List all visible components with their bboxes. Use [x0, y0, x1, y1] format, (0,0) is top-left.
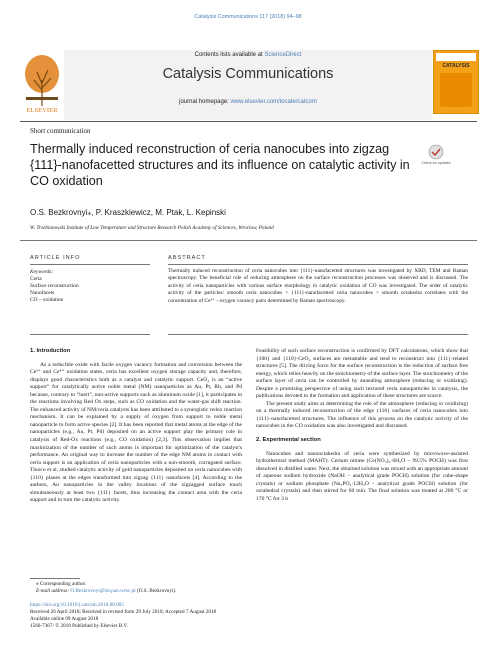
journal-homepage-line: [64, 99, 432, 105]
footnote-rule: [30, 578, 80, 579]
contents-line: [64, 52, 432, 58]
elsevier-tree-logo: [20, 50, 64, 120]
paper-title: Thermally induced reconstruction of ceria nanocubes into zigzag {111}-nanofacetted structures and its influence on catalytic activity in CO oxidation: [30, 142, 410, 188]
abstract-heading: ABSTRACT: [168, 255, 206, 261]
email-line: [36, 588, 176, 595]
journal-header-background: [64, 50, 432, 120]
author-affiliation: W. Trzebiatowski Institute of Low Temperature and Structure Research Polish Academy of Sciences, Wroclaw, Poland: [30, 225, 274, 231]
info-heading-rule: [30, 264, 150, 265]
keywords-block: [30, 269, 150, 304]
abstract-bottom-rule: [168, 334, 468, 335]
publisher-name: ELSEVIER: [26, 107, 58, 114]
available-online: Available online 09 August 2018: [30, 616, 99, 622]
abstract-heading-rule: [168, 264, 468, 265]
email-suffix: (O.S. Bezkrovnyi).: [136, 588, 177, 594]
issn-copyright: 1566-7367/ © 2018 Published by Elsevier B.V.: [30, 623, 128, 629]
cover-top-band: [436, 53, 476, 61]
email-label: E-mail address:: [36, 588, 70, 594]
received-dates: Received 26 April 2018; Received in revised form 29 July 2018; Accepted 7 August 2018: [30, 609, 217, 615]
article-category: Short communication: [30, 127, 91, 135]
author-email-link[interactable]: O.Bezkrovnyi@int.pan.wroc.pl: [70, 588, 136, 594]
corresponding-author-note: ⁎ Corresponding author.: [36, 581, 87, 587]
cover-image: [440, 73, 472, 107]
keywords-label: Keywords:: [30, 269, 54, 275]
journal-homepage-link[interactable]: www.elsevier.com/locate/catcom: [230, 99, 317, 105]
keyword-item: CO – oxidation: [30, 297, 64, 303]
experimental-heading: 2. Experimental section: [256, 437, 321, 444]
article-info-heading: ARTICLE INFO: [30, 255, 81, 261]
experimental-paragraph: Nanocubes and nanooctahedra of ceria were synthesized by microwave-assisted hydrothermal method (MAHT). Cerium nitrate (Ce(NO₃)₃·6H₂O – 99.5% POCH) was first dissolved in distilled water. Next, the obtained solution was mixed with an appropriate amount of aqueous sodium hydroxide (NaOH – analytical grade POCH) solution (for cube-shape crystals) or sodium phosphate (Na₃PO₄·12H₂O - analytical grade POCH) solution (for octahedral crystals) and then stirred for 60 min. The final solution was treated at 200 °C or 170 °C for 3 h: [256, 450, 468, 502]
journal-title: Catalysis Communications: [162, 66, 334, 82]
body-column-right: [256, 348, 468, 503]
affiliation-rule: [20, 240, 477, 241]
doi-link-line: [30, 602, 124, 609]
homepage-prefix: journal homepage:: [179, 99, 229, 105]
sciencedirect-link[interactable]: ScienceDirect: [264, 52, 302, 58]
keyword-item: Ceria: [30, 276, 42, 282]
abstract-text: Thermally induced reconstruction of ceria nanocubes into {111}-nanofacetted structures was investigated by XRD, TEM and Raman spectroscopy. The beneficial role of reducing atmosphere on the surface reconstruction processes was observed and is discussed. The activity of ceria nanoparticles with various surface morphology in catalytic oxidation of CO was investigated. The order of catalytic activity of the particles: smooth ceria nanocubes > {111}-nanofacetted ceria nanocubes > smooth octahedra correlates with the concentration of Ce³⁺ - oxygen vacancy pairs determined by Raman spectroscopy.: [168, 268, 468, 304]
journal-reference[interactable]: Catalysis Communications 117 (2018) 94–98: [194, 14, 302, 20]
introduction-heading: 1. Introduction: [30, 348, 71, 354]
journal-cover-thumbnail[interactable]: [433, 50, 479, 114]
check-updates-label: Check for updates: [421, 161, 451, 165]
cover-word: CATALYSIS: [442, 63, 470, 69]
keyword-item: Nanofacets: [30, 290, 55, 296]
header-rule: [20, 121, 477, 122]
info-bottom-rule: [30, 334, 150, 335]
author-list: O.S. Bezkrovnyi⁎, P. Kraszkiewicz, M. Ptak, L. Kepinski: [30, 208, 226, 217]
body-paragraph: The present study aims at determining the role of the atmosphere (reducing or oxidizing) on a thermally induced reconstruction of the edge {110} surfaces of ceria nanocubes into {111}-nanofacetted structures. The influence of this process on the catalytic activity of the nanocubes in the CO oxidation was also investigated and discussed.: [256, 400, 468, 430]
keyword-item: Surface reconstruction: [30, 283, 79, 289]
body-column-left: [30, 348, 242, 505]
check-for-updates-badge[interactable]: [418, 143, 454, 167]
body-paragraph: Feasibility of such surface reconstruction is confirmed by DFT calculations, which show that {100} and {110}-CeO₂ surfaces are metastable and tend to reconstruct into {111}-related structures [5]. The driving force for the surface reconstruction is the reduction of surface free energy, which relies heavily on the stoichiometry of the surface layer. The stoichiometry of the surface layer of ceria can be controlled by annealing atmosphere (reducing or oxidizing). Despite a promising perspective of using such textured ceria nanoparticles in catalysis, the publications devoted to the formation and application of these structures are scarce.: [256, 348, 468, 400]
contents-prefix: Contents lists available at: [194, 52, 263, 58]
doi-link[interactable]: https://doi.org/10.1016/j.catcom.2018.08.005: [30, 602, 124, 608]
introduction-paragraph: As a reducible oxide with facile oxygen vacancy formation and conversion between the Ce³⁺ and Ce⁴⁺ oxidation states, ceria has excellent oxygen storage capacity and, therefore, displays good characteristics both as a catalyst and catalytic support. CeO₂ is an “active support” for catalytically active noble metal (NM) nanoparticles as Au, Pt, Rh, and Pd because, contrary to “inert”, non-active supports such as aluminum oxide [1], it participates in the reactions involving Red Ox steps, such as CO oxidation and the water-gas shift reaction. The enhanced activity of NM/ceria catalysts has been attributed to a synergistic redox reaction mechanism. It can be explained by a supply of oxygen from support to noble metal nanoparticle to form active species [2]. It has been reported that metal atoms at the edge of the nanoparticles (e.g., Au, Pt, Pd) deposited on an active support play the primary role in catalysis of Red-Ox reactions (e.g., CO oxidation) [2,3]. This observation implies that maximization of the number of such atoms is important for optimization of the catalyst's performance. An original way to increase the number of the edge NM atoms in contact with ceria support is an application of ceria nanoparticles with a non-smooth, corrugated surface. Tinoco et al. studied catalytic activity of gold nanoparticles deposited on ceria nanocubes with {110} planes at the edges transformed into zigzag {111} nanofacets [4]. According to the authors, Au nanoparticles in the valley locations of the zigzagged surface touch simultaneously at least two {111} facets, thus increasing the contact area with the ceria support and in turn the catalytic activity.: [30, 361, 242, 504]
